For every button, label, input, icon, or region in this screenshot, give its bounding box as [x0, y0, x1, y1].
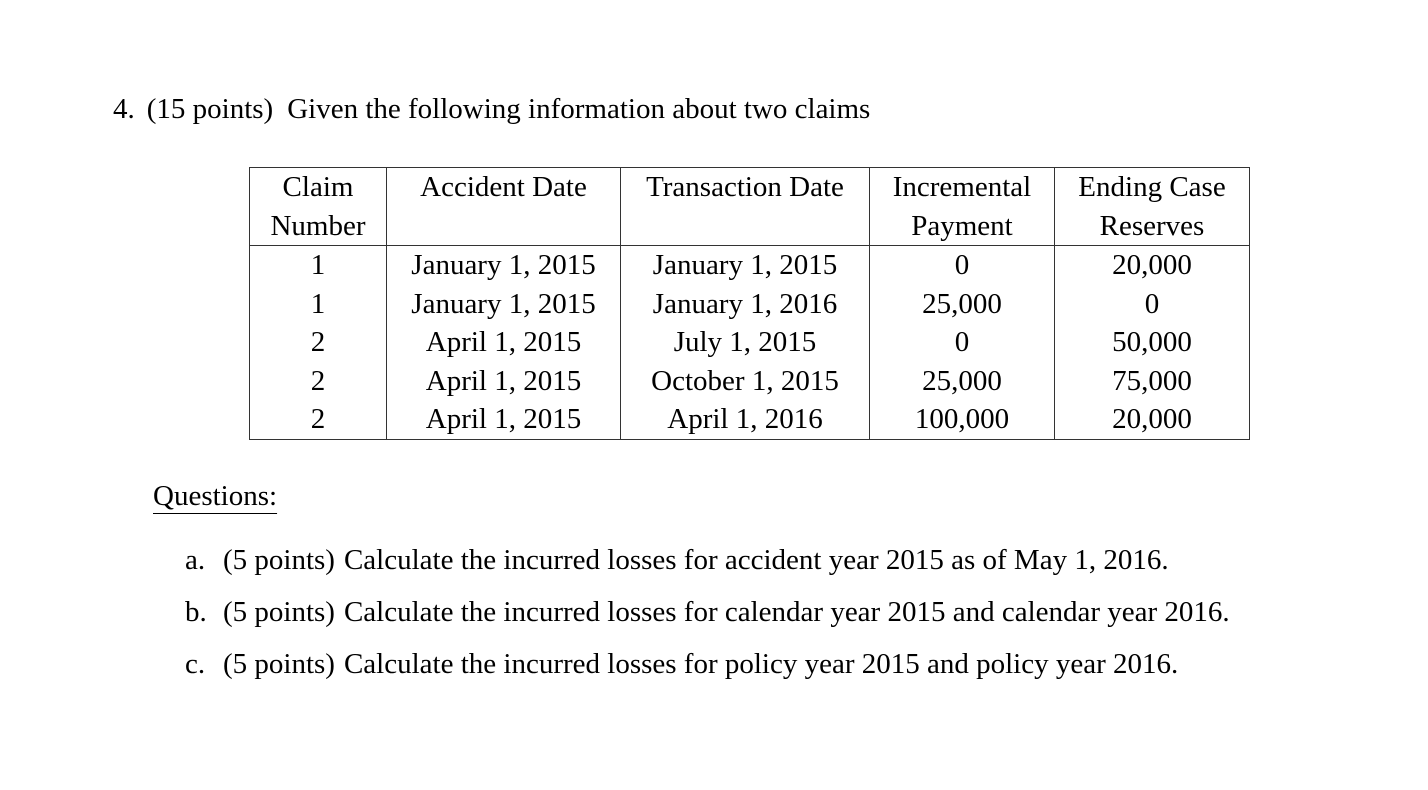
cell-accident-date: January 1, 2015: [387, 246, 621, 285]
header-claim-number: Claim: [282, 171, 354, 203]
header-accident-date: Accident Date: [387, 168, 621, 207]
cell-incremental-payment: 100,000: [870, 400, 1055, 439]
table-header-row: [250, 168, 1250, 207]
question-b: [185, 593, 1230, 631]
question-letter: a.: [185, 544, 206, 576]
cell-ending-case-reserves: 20,000: [1055, 246, 1250, 285]
header-incremental-payment: Incremental: [870, 168, 1055, 207]
header-transaction-date-blank: [621, 207, 870, 246]
header-accident-date-blank: [387, 207, 621, 246]
cell-transaction-date: January 1, 2016: [621, 285, 870, 324]
cell-transaction-date: January 1, 2015: [621, 246, 870, 285]
questions-title: Questions:: [153, 480, 278, 512]
table-row: [250, 323, 1250, 362]
question-text: Calculate the incurred losses for accident year 2015 as of May 1, 2016.: [343, 544, 1169, 576]
problem-points: (15 points): [146, 93, 274, 125]
cell-incremental-payment: 0: [870, 246, 1055, 285]
cell-accident-date: April 1, 2015: [387, 362, 621, 401]
question-letter: c.: [185, 648, 206, 680]
problem-heading: [113, 90, 870, 128]
cell-ending-case-reserves: 0: [1055, 285, 1250, 324]
question-text: Calculate the incurred losses for calendar year 2015 and calendar year 2016.: [343, 596, 1230, 628]
problem-number: 4.: [113, 93, 135, 125]
header-ending-case-reserves: Ending Case: [1055, 168, 1250, 207]
cell-transaction-date: October 1, 2015: [621, 362, 870, 401]
question-c: [185, 645, 1178, 683]
cell-claim-number: 2: [310, 364, 326, 397]
cell-incremental-payment: 0: [870, 323, 1055, 362]
claims-table: [249, 167, 1250, 440]
header-transaction-date: Transaction Date: [621, 168, 870, 207]
question-points: (5 points): [223, 544, 335, 576]
header-incremental-payment-line2: Payment: [870, 207, 1055, 246]
cell-accident-date: April 1, 2015: [387, 400, 621, 439]
question-points: (5 points): [223, 596, 335, 628]
cell-ending-case-reserves: 75,000: [1055, 362, 1250, 401]
cell-claim-number: 2: [310, 326, 326, 358]
cell-accident-date: January 1, 2015: [387, 285, 621, 324]
cell-ending-case-reserves: 50,000: [1055, 323, 1250, 362]
table-row: [250, 400, 1250, 439]
table-header-row: [250, 207, 1250, 246]
cell-claim-number: 2: [310, 403, 326, 435]
table-row: [250, 285, 1250, 324]
cell-transaction-date: July 1, 2015: [621, 323, 870, 362]
question-letter: b.: [185, 596, 207, 628]
cell-claim-number: 1: [310, 249, 326, 281]
table-row: [250, 362, 1250, 401]
cell-accident-date: April 1, 2015: [387, 323, 621, 362]
problem-prompt: Given the following information about two claims: [287, 93, 871, 125]
cell-incremental-payment: 25,000: [870, 285, 1055, 324]
table-row: [250, 246, 1250, 285]
header-ending-case-reserves-line2: Reserves: [1055, 207, 1250, 246]
question-text: Calculate the incurred losses for policy year 2015 and policy year 2016.: [343, 648, 1179, 680]
question-a: [185, 541, 1169, 579]
header-claim-number-line2: Number: [250, 207, 387, 246]
cell-claim-number: 1: [310, 287, 326, 320]
cell-ending-case-reserves: 20,000: [1055, 400, 1250, 439]
cell-transaction-date: April 1, 2016: [621, 400, 870, 439]
question-points: (5 points): [223, 648, 335, 680]
cell-incremental-payment: 25,000: [870, 362, 1055, 401]
